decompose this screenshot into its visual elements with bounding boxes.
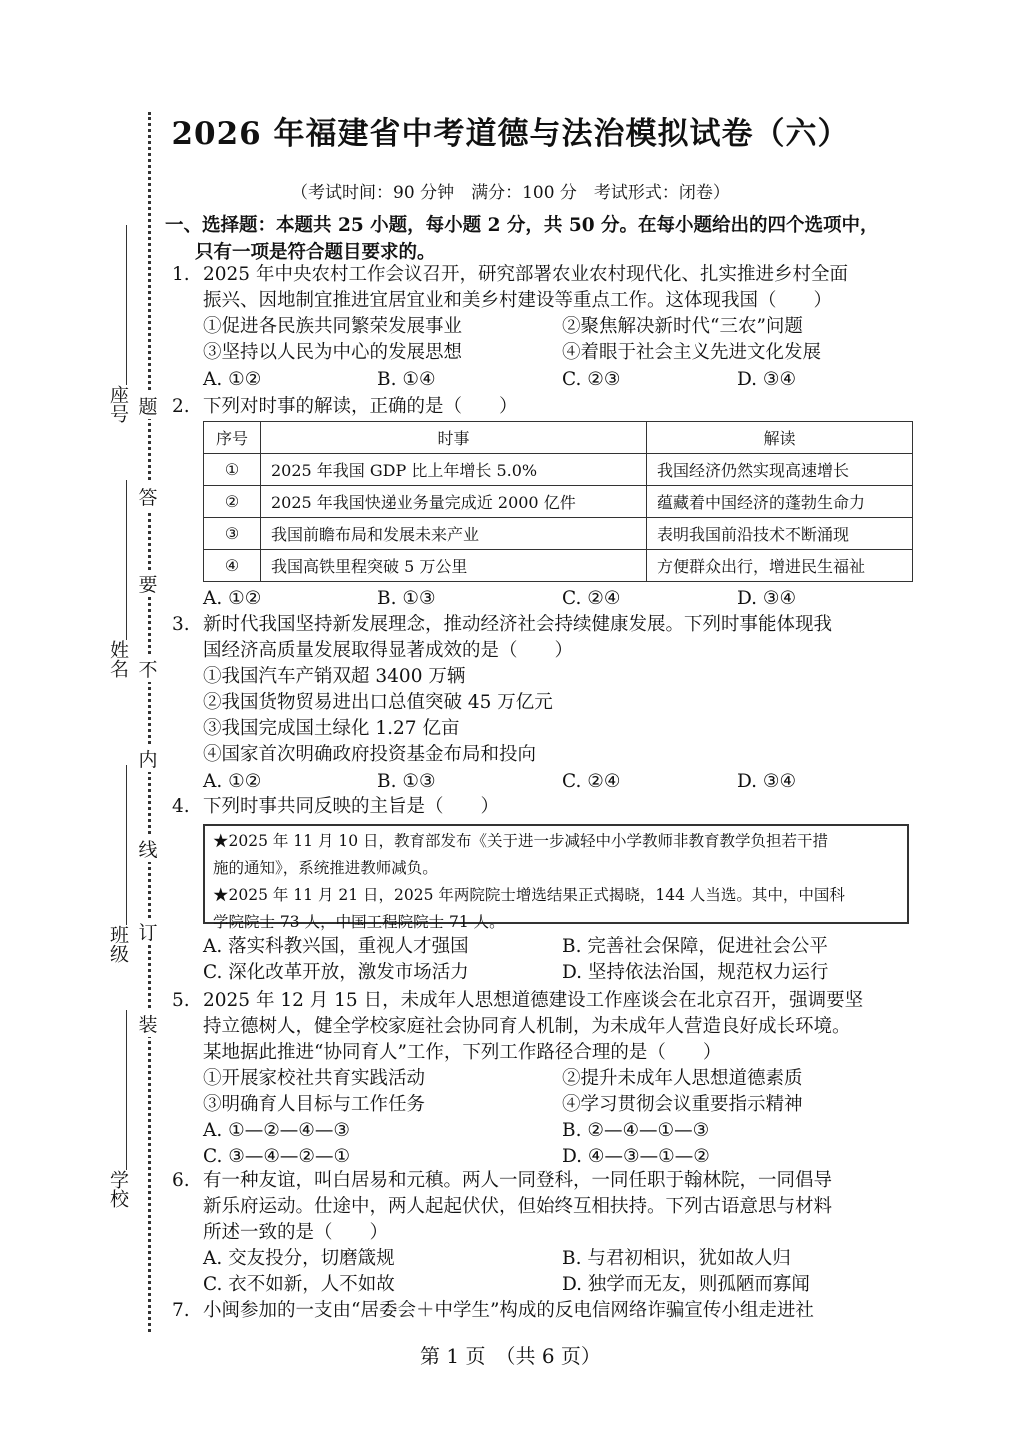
option-d[interactable]: D. ③④ bbox=[737, 588, 797, 609]
margin-char: 线 bbox=[134, 835, 162, 862]
option-c[interactable]: C. ②③ bbox=[562, 369, 621, 390]
option-a[interactable]: A. ①—②—④—③ bbox=[203, 1120, 350, 1141]
question-3: 3. 新时代我国坚持新发展理念，推动经济社会持续健康发展。下列时事能体现我 国经济高质量发展取得显著成效的是（ ） ①我国汽车产销双超 3400 万辆 ②我国货物贸易进出口总值突破 45 万亿元 ③我国完成国土绿化 1.27 亿亩 ④国家首次明确政府投资基金布局和投向 A. ①② B. ①③ C. ②④ D. ③④ bbox=[172, 612, 917, 794]
statement: ④着眼于社会主义先进文化发展 bbox=[562, 342, 822, 363]
option-c[interactable]: C. 深化改革开放，激发市场活力 bbox=[203, 962, 469, 983]
question-2: 2. 下列对时事的解读，正确的是（ ） bbox=[172, 396, 518, 417]
option-b[interactable]: B. ①③ bbox=[377, 771, 436, 792]
col-header: 时事 bbox=[261, 422, 647, 454]
seat-number-line bbox=[126, 225, 127, 385]
margin-char: 题 bbox=[134, 392, 162, 419]
school-line bbox=[126, 1010, 127, 1170]
class-label: 班级 bbox=[107, 925, 129, 963]
question-1: 1. 2025 年中央农村工作会议召开，研究部署农业农村现代化、扎实推进乡村全面 振兴、因地制宜推进宜居宜业和美乡村建设等重点工作。这体现我国（ ） ①促进各民族共同繁荣发展事业 ②聚焦解决新时代“三农”问题 ③坚持以人民为中心的发展思想 ④着眼于社会主义先进文化发展 A. ①② B. ①④ C. ②③ D. ③④ bbox=[172, 262, 917, 392]
option-b[interactable]: B. ①④ bbox=[377, 369, 436, 390]
statement: ①开展家校社共育实践活动 bbox=[203, 1068, 426, 1089]
option-a[interactable]: A. ①② bbox=[203, 771, 262, 792]
option-b[interactable]: B. 完善社会保障，促进社会公平 bbox=[562, 936, 828, 957]
statement: ④国家首次明确政府投资基金布局和投向 bbox=[203, 744, 537, 765]
option-c[interactable]: C. 衣不如新，人不如故 bbox=[203, 1274, 395, 1295]
option-b[interactable]: B. ②—④—①—③ bbox=[562, 1120, 710, 1141]
question-7: 7. 小闽参加的一支由“居委会＋中学生”构成的反电信网络诈骗宣传小组走进社 bbox=[172, 1300, 814, 1321]
name-line bbox=[126, 480, 127, 640]
statement: ④学习贯彻会议重要指示精神 bbox=[562, 1094, 803, 1115]
statement: ②我国货物贸易进出口总值突破 45 万亿元 bbox=[203, 692, 553, 713]
option-d[interactable]: D. ③④ bbox=[737, 369, 797, 390]
option-a[interactable]: A. 落实科教兴国，重视人才强国 bbox=[203, 936, 469, 957]
material-box: ★2025 年 11 月 10 日，教育部发布《关于进一步减轻中小学教师非教育教学负担若干措 施的通知》，系统推进教师减负。 ★2025 年 11 月 21 日，2025 年两院院士增选结果正式揭晓，144 人当选。其中，中国科 学院院士 73 人，中国工程院院士 71 人。 bbox=[203, 824, 909, 924]
table-row: ② 2025 年我国快递业务量完成近 2000 亿件 蕴藏着中国经济的蓬勃生命力 bbox=[204, 486, 913, 518]
seat-number-label: 座号 bbox=[107, 385, 129, 423]
option-c[interactable]: C. ③—④—②—① bbox=[203, 1146, 351, 1167]
margin-char: 答 bbox=[134, 483, 162, 510]
margin-char: 要 bbox=[134, 570, 162, 597]
statement: ③坚持以人民为中心的发展思想 bbox=[203, 342, 463, 363]
binding-dotted-line bbox=[148, 112, 151, 1332]
option-a[interactable]: A. ①② bbox=[203, 369, 262, 390]
margin-char: 内 bbox=[134, 745, 162, 772]
statement: ①我国汽车产销双超 3400 万辆 bbox=[203, 666, 466, 687]
section-heading: 一、选择题：本题共 25 小题，每小题 2 分，共 50 分。在每小题给出的四个选项中， 只有一项是符合题目要求的。 bbox=[165, 215, 879, 263]
school-label: 学校 bbox=[107, 1170, 129, 1208]
question-4-options bbox=[172, 934, 917, 986]
margin-char: 不 bbox=[134, 655, 162, 682]
exam-title: 2026 年福建省中考道德与法治模拟试卷（六） bbox=[171, 116, 850, 152]
margin-char: 订 bbox=[134, 918, 162, 945]
question-5: 5. 2025 年 12 月 15 日，未成年人思想道德建设工作座谈会在北京召开，强调要坚 持立德树人，健全学校家庭社会协同育人机制，为未成年人营造良好成长环境。 某地据此推进“协同育人”工作，下列工作路径合理的是（ ） ①开展家校社共育实践活动 ②提升未成年人思想道德素质 ③明确育人目标与工作任务 ④学习贯彻会议重要指示精神 A. ①—②—④—③ B. ②—④—①—③ C. ③—④—②—① D. ④—③—①—② bbox=[172, 988, 917, 1168]
col-header: 解读 bbox=[647, 422, 913, 454]
question-4: 4. 下列时事共同反映的主旨是（ ） bbox=[172, 796, 500, 817]
events-table bbox=[203, 421, 913, 582]
table-row: ④ 我国高铁里程突破 5 万公里 方便群众出行，增进民生福祉 bbox=[204, 550, 913, 582]
page-footer: 第 1 页 （共 6 页） bbox=[420, 1344, 601, 1368]
question-2-options bbox=[172, 586, 917, 612]
option-c[interactable]: C. ②④ bbox=[562, 771, 621, 792]
table-header-row bbox=[204, 422, 913, 454]
table-row: ① 2025 年我国 GDP 比上年增长 5.0% 我国经济仍然实现高速增长 bbox=[204, 454, 913, 486]
name-label: 姓名 bbox=[107, 640, 129, 678]
col-header: 序号 bbox=[204, 422, 261, 454]
option-c[interactable]: C. ②④ bbox=[562, 588, 621, 609]
option-b[interactable]: B. ①③ bbox=[377, 588, 436, 609]
class-line bbox=[126, 765, 127, 925]
statement: ③明确育人目标与工作任务 bbox=[203, 1094, 426, 1115]
exam-info: （考试时间：90 分钟 满分：100 分 考试形式：闭卷） bbox=[291, 183, 730, 203]
option-d[interactable]: D. 独学而无友，则孤陋而寡闻 bbox=[562, 1274, 810, 1295]
statement: ②提升未成年人思想道德素质 bbox=[562, 1068, 803, 1089]
statement: ③我国完成国土绿化 1.27 亿亩 bbox=[203, 718, 460, 739]
question-6: 6. 有一种友谊，叫白居易和元稹。两人一同登科，一同任职于翰林院，一同倡导 新乐府运动。仕途中，两人起起伏伏，但始终互相扶持。下列古语意思与材料 所述一致的是（ ） A. 交友投分，切磨箴规 B. 与君初相识，犹如故人归 C. 衣不如新，人不如故 D. 独学而无友，则孤陋而寡闻 bbox=[172, 1168, 917, 1298]
option-d[interactable]: D. 坚持依法治国，规范权力运行 bbox=[562, 962, 829, 983]
option-d[interactable]: D. ③④ bbox=[737, 771, 797, 792]
option-a[interactable]: A. ①② bbox=[203, 588, 262, 609]
statement: ①促进各民族共同繁荣发展事业 bbox=[203, 316, 463, 337]
table-row: ③ 我国前瞻布局和发展未来产业 表明我国前沿技术不断涌现 bbox=[204, 518, 913, 550]
option-d[interactable]: D. ④—③—①—② bbox=[562, 1146, 710, 1167]
option-b[interactable]: B. 与君初相识，犹如故人归 bbox=[562, 1248, 791, 1269]
statement: ②聚焦解决新时代“三农”问题 bbox=[562, 316, 803, 337]
option-a[interactable]: A. 交友投分，切磨箴规 bbox=[203, 1248, 395, 1269]
margin-char: 装 bbox=[134, 1010, 162, 1037]
